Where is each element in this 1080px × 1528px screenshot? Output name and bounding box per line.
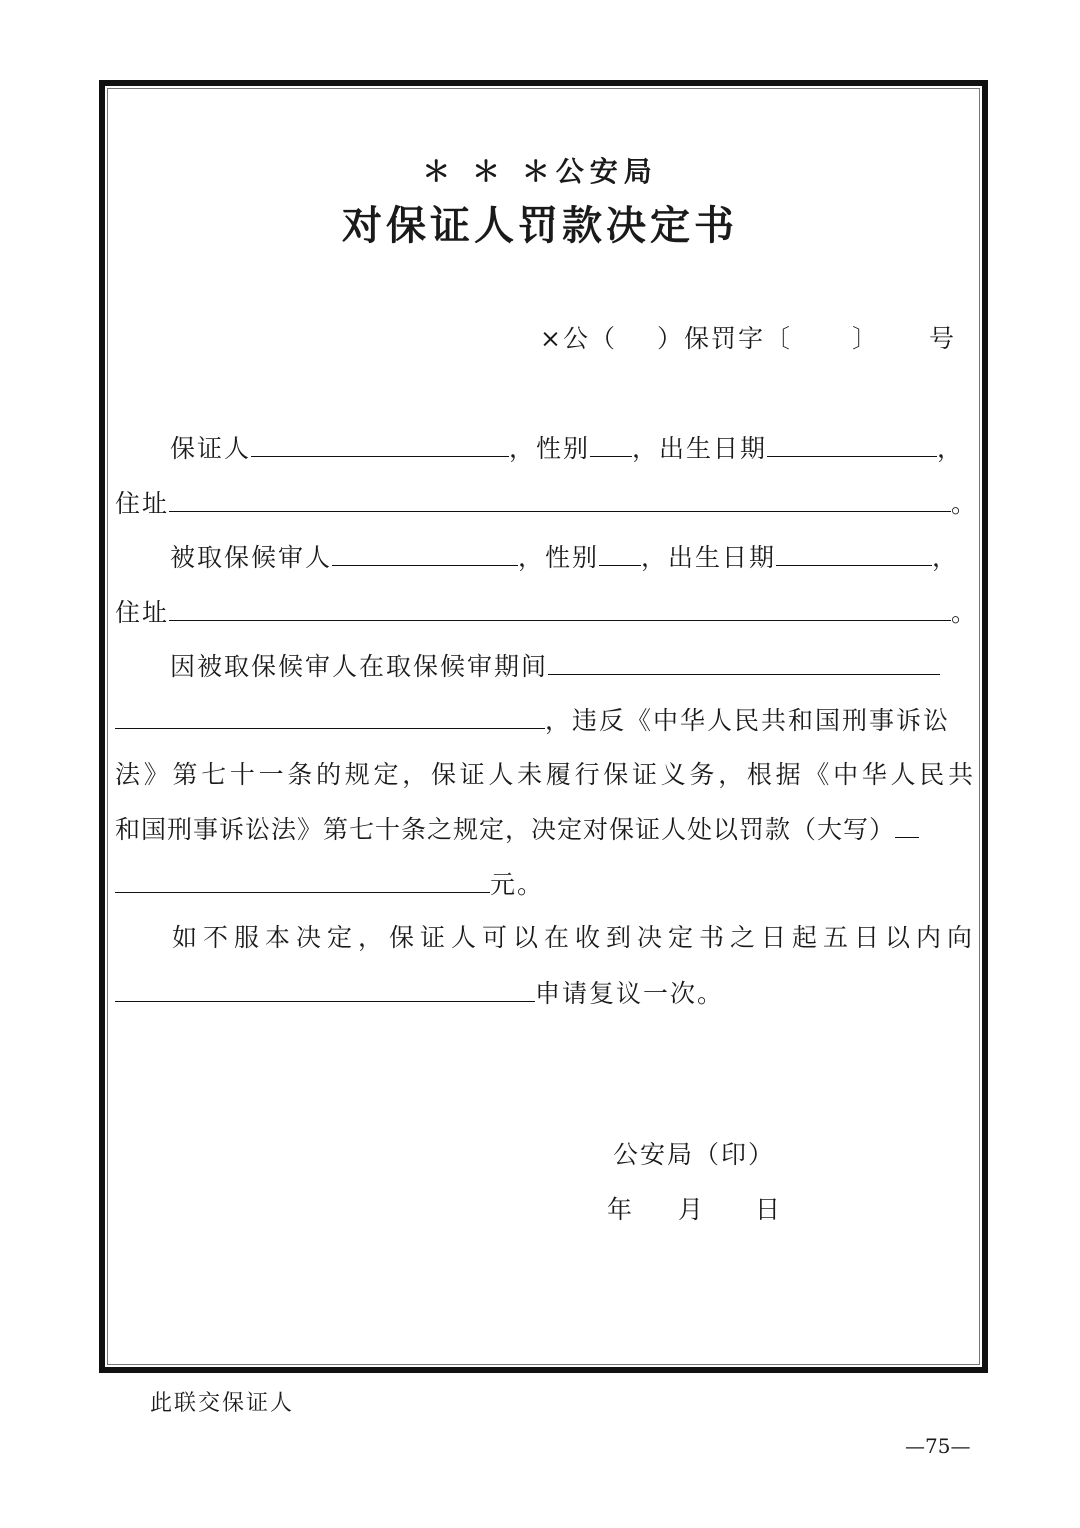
suspect-address-field[interactable]: [169, 596, 951, 621]
year-label: 年: [607, 1195, 635, 1224]
date-line: [607, 1194, 782, 1226]
official-seal-label: 公安局（印）: [613, 1140, 776, 1169]
label: 。: [951, 489, 979, 518]
violation-detail-field-2[interactable]: [115, 704, 545, 729]
text: 申请复议一次。: [535, 979, 725, 1008]
page-number: —75—: [905, 1434, 971, 1458]
day-label: 日: [755, 1195, 783, 1224]
label: 因被取保候审人在取保候审期间: [170, 652, 549, 681]
violation-line-2: [115, 759, 973, 791]
fine-amount-field-2[interactable]: [115, 868, 490, 893]
label: ，: [932, 543, 960, 572]
suspect-address-line: [115, 596, 978, 629]
issuing-authority: ＊ ＊ ＊公安局: [422, 155, 658, 188]
violation-detail-field[interactable]: [548, 650, 940, 675]
document-title: 对保证人罚款决定书: [342, 202, 738, 249]
suspect-dob-field[interactable]: [776, 541, 932, 566]
doc-number-prefix: ×公（: [540, 324, 617, 353]
text: 法》第七十一条的规定，保证人未履行保证义务，根据《中华人民共: [115, 760, 973, 789]
guarantor-address-field[interactable]: [169, 487, 951, 512]
label: ，性别: [518, 543, 600, 572]
guarantor-name-field[interactable]: [251, 432, 509, 457]
fine-amount-line: [115, 868, 544, 901]
month-label: 月: [678, 1195, 706, 1224]
suspect-line: [170, 541, 959, 574]
label: ，出生日期: [632, 434, 768, 463]
appeal-line-1: [172, 922, 972, 954]
label: ，出生日期: [641, 543, 777, 572]
label: ，性别: [509, 434, 591, 463]
text: ，违反《中华人民共和国刑事诉讼: [545, 706, 951, 735]
document-number: [540, 323, 956, 355]
text: 元。: [490, 870, 545, 899]
label: 保证人: [170, 434, 252, 463]
violation-line-1: [115, 704, 950, 737]
guarantor-line: [170, 432, 964, 465]
appeal-authority-field[interactable]: [115, 977, 535, 1002]
label: 被取保候审人: [170, 543, 333, 572]
label: ，: [937, 434, 965, 463]
suspect-name-field[interactable]: [332, 541, 518, 566]
suspect-gender-field[interactable]: [599, 541, 641, 566]
label: 。: [951, 598, 979, 627]
guarantor-gender-field[interactable]: [590, 432, 632, 457]
label: 住址: [115, 489, 170, 518]
label: 住址: [115, 598, 170, 627]
doc-number-suffix: 号: [928, 324, 956, 353]
text: 和国刑事诉讼法》第七十条之规定，决定对保证人处以罚款（大写）: [115, 815, 896, 844]
doc-number-end: 〕: [851, 324, 879, 353]
appeal-line-2: [115, 977, 724, 1010]
violation-line-3: [115, 813, 919, 846]
doc-number-mid: ）保罚字〔: [656, 324, 792, 353]
guarantor-address-line: [115, 487, 978, 520]
fine-amount-field[interactable]: [895, 813, 919, 838]
text: 如不服本决定，保证人可以在收到决定书之日起五日以内向: [172, 923, 972, 952]
copy-note: 此联交保证人: [150, 1391, 295, 1416]
reason-line: [170, 650, 940, 683]
guarantor-dob-field[interactable]: [767, 432, 937, 457]
